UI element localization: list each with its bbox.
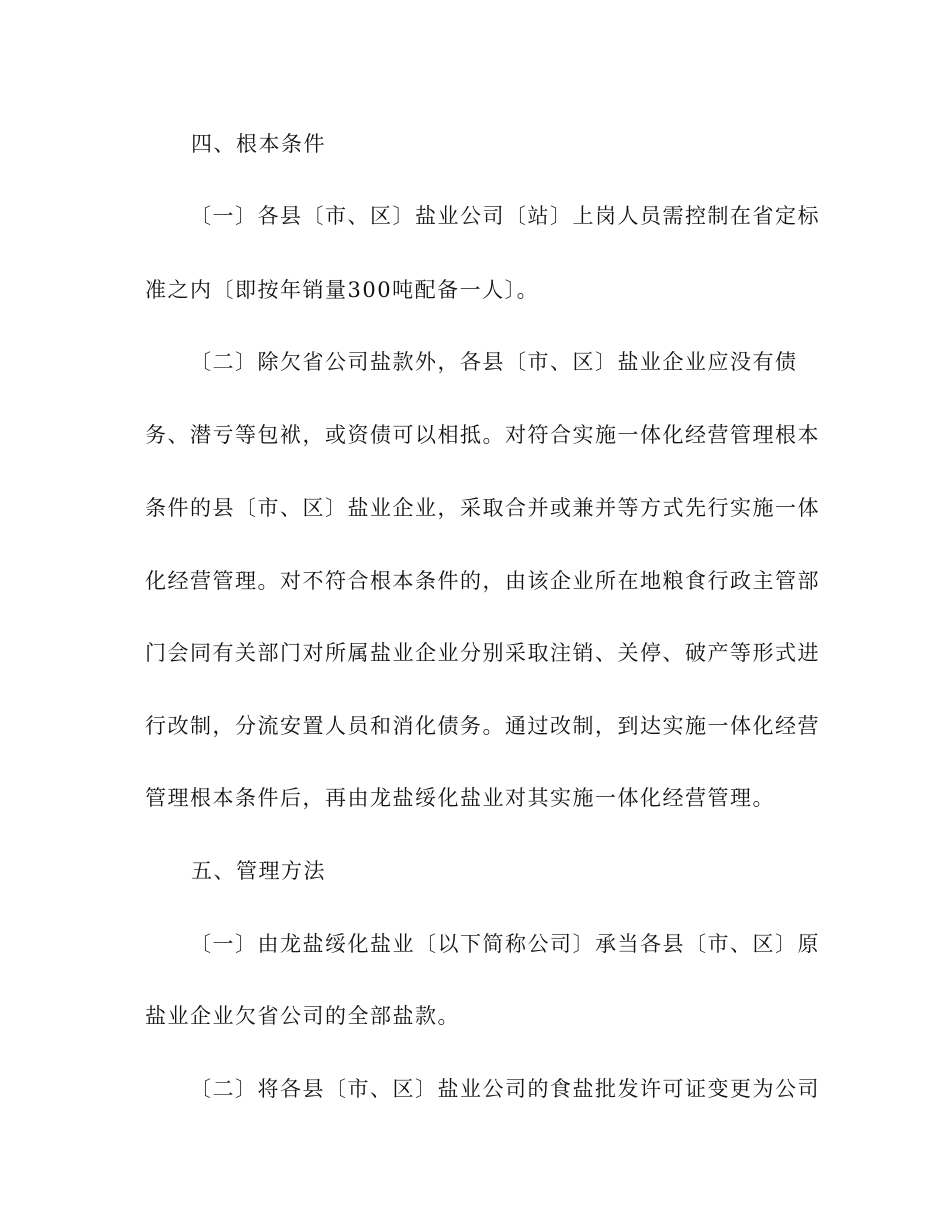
paragraph-debt-line-5: 门会同有关部门对所属盐业企业分别采取注销、关停、破产等形式进 (145, 641, 820, 665)
paragraph-debt-line-3: 条件的县〔市、区〕盐业企业，采取合并或兼并等方式先行实施一体 (145, 496, 820, 520)
section-heading-conditions: 四、根本条件 (191, 132, 326, 156)
section-heading-methods: 五、管理方法 (191, 859, 326, 883)
paragraph-salt-payment-line-1: 〔一〕由龙盐绥化盐业〔以下简称公司〕承当各县〔市、区〕原 (190, 932, 820, 956)
paragraph-staffing-line-2: 准之内〔即按年销量300吨配备一人〕。 (145, 278, 540, 302)
paragraph-debt-line-4: 化经营管理。对不符合根本条件的，由该企业所在地粮食行政主管部 (145, 569, 820, 593)
paragraph-debt-line-6: 行改制，分流安置人员和消化债务。通过改制，到达实施一体化经营 (145, 714, 820, 738)
paragraph-debt-line-7: 管理根本条件后，再由龙盐绥化盐业对其实施一体化经营管理。 (145, 786, 775, 810)
paragraph-debt-line-1: 〔二〕除欠省公司盐款外，各县〔市、区〕盐业企业应没有债 (190, 350, 798, 374)
paragraph-license-line-1: 〔二〕将各县〔市、区〕盐业公司的食盐批发许可证变更为公司 (190, 1077, 820, 1101)
paragraph-staffing-line-1: 〔一〕各县〔市、区〕盐业公司〔站〕上岗人员需控制在省定标 (190, 204, 820, 228)
paragraph-salt-payment-line-2: 盐业企业欠省公司的全部盐款。 (145, 1004, 460, 1028)
paragraph-debt-line-2: 务、潜亏等包袱，或资债可以相抵。对符合实施一体化经营管理根本 (145, 423, 820, 447)
